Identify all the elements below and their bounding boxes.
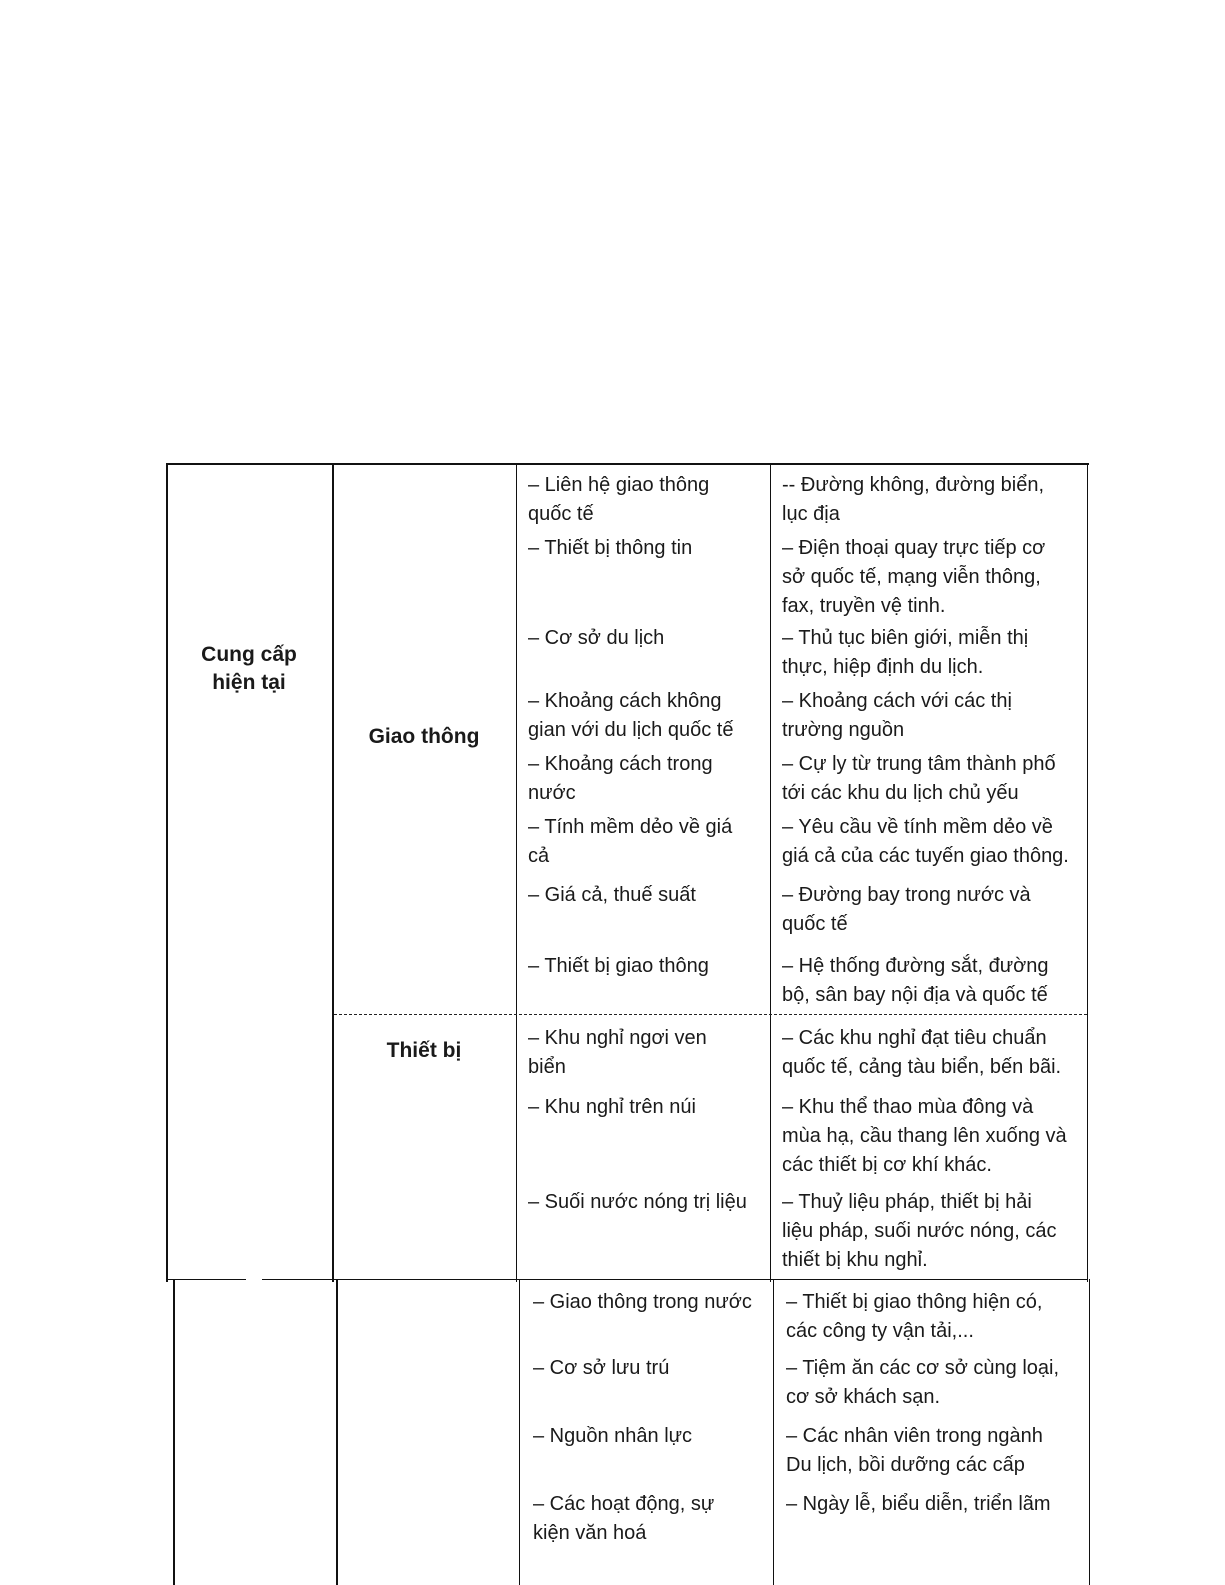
upper-table-col-divider-2 [516, 463, 517, 1282]
category-cell-current-supply: Cung cấp hiện tại [201, 643, 297, 694]
factor-cell: – Thiết bị thông tin [528, 537, 693, 559]
detail-cell: – Điện thoại quay trực tiếp cơ sở quốc tế, mạng viễn thông, fax, truyền vệ tinh. [782, 537, 1046, 617]
factor-cell: – Khu nghỉ ngơi ven biển [528, 1027, 707, 1078]
lower-table-col-divider-3 [773, 1279, 774, 1585]
upper-table-right-border [1087, 463, 1088, 1282]
factor-cell: – Suối nước nóng trị liệu [528, 1191, 747, 1213]
upper-table-col-divider-1 [332, 463, 334, 1282]
upper-table-col-divider-3 [770, 463, 771, 1282]
group-separator-dashed [334, 1014, 1087, 1015]
detail-cell: – Tiệm ăn các cơ sở cùng loại, cơ sở khách sạn. [786, 1357, 1060, 1408]
lower-table-top-border [262, 1279, 1088, 1280]
detail-cell: – Đường bay trong nước và quốc tế [782, 884, 1031, 935]
detail-cell: – Cự ly từ trung tâm thành phố tới các khu du lịch chủ yếu [782, 753, 1056, 804]
detail-cell: – Khoảng cách với các thị trường nguồn [782, 690, 1012, 741]
factor-cell: – Nguồn nhân lực [533, 1425, 693, 1447]
detail-cell: – Thiết bị giao thông hiện có, các công ty vận tải,... [786, 1291, 1043, 1342]
detail-cell: – Thủ tục biên giới, miễn thị thực, hiệp định du lịch. [782, 627, 1029, 678]
factor-cell: – Khoảng cách trong nước [528, 753, 713, 804]
detail-cell: – Thuỷ liệu pháp, thiết bị hải liệu pháp, suối nước nóng, các thiết bị khu nghỉ. [782, 1191, 1057, 1271]
factor-cell: – Thiết bị giao thông [528, 955, 709, 977]
factor-cell: – Liên hệ giao thông quốc tế [528, 474, 710, 525]
detail-cell: – Các khu nghỉ đạt tiêu chuẩn quốc tế, cảng tàu biển, bến bãi. [782, 1027, 1062, 1078]
lower-table-col-divider-2 [519, 1279, 520, 1585]
factor-cell: – Khu nghỉ trên núi [528, 1096, 696, 1118]
detail-cell: – Ngày lễ, biểu diễn, triển lãm [786, 1493, 1051, 1515]
factor-cell: – Khoảng cách không gian với du lịch quốc tế [528, 690, 734, 741]
upper-table-top-border [166, 463, 1089, 465]
upper-table-bottom-border [166, 1279, 246, 1280]
detail-cell: – Khu thể thao mùa đông và mùa hạ, cầu thang lên xuống và các thiết bị cơ khí khác. [782, 1096, 1067, 1176]
detail-cell: -- Đường không, đường biển, lục địa [782, 474, 1045, 525]
detail-cell: – Các nhân viên trong ngành Du lịch, bồi dưỡng các cấp [786, 1425, 1043, 1476]
detail-cell: – Yêu cầu về tính mềm dẻo về giá cả của các tuyến giao thông. [782, 816, 1069, 867]
factor-cell: – Tính mềm dẻo về giá cả [528, 816, 733, 867]
detail-cell: – Hệ thống đường sắt, đường bộ, sân bay nội địa và quốc tế [782, 955, 1049, 1006]
group-cell-transport: Giao thông [368, 725, 480, 748]
lower-table-left-border [173, 1279, 175, 1585]
upper-table-left-border [166, 463, 168, 1282]
factor-cell: – Giao thông trong nước [533, 1291, 752, 1313]
lower-table-right-border [1089, 1279, 1090, 1585]
factor-cell: – Giá cả, thuế suất [528, 884, 696, 906]
factor-cell: – Các hoạt động, sự kiện văn hoá [533, 1493, 715, 1544]
factor-cell: – Cơ sở du lịch [528, 627, 665, 649]
group-cell-equipment: Thiết bị [386, 1039, 462, 1062]
lower-table-col-divider-1 [336, 1279, 338, 1585]
factor-cell: – Cơ sở lưu trú [533, 1357, 670, 1379]
